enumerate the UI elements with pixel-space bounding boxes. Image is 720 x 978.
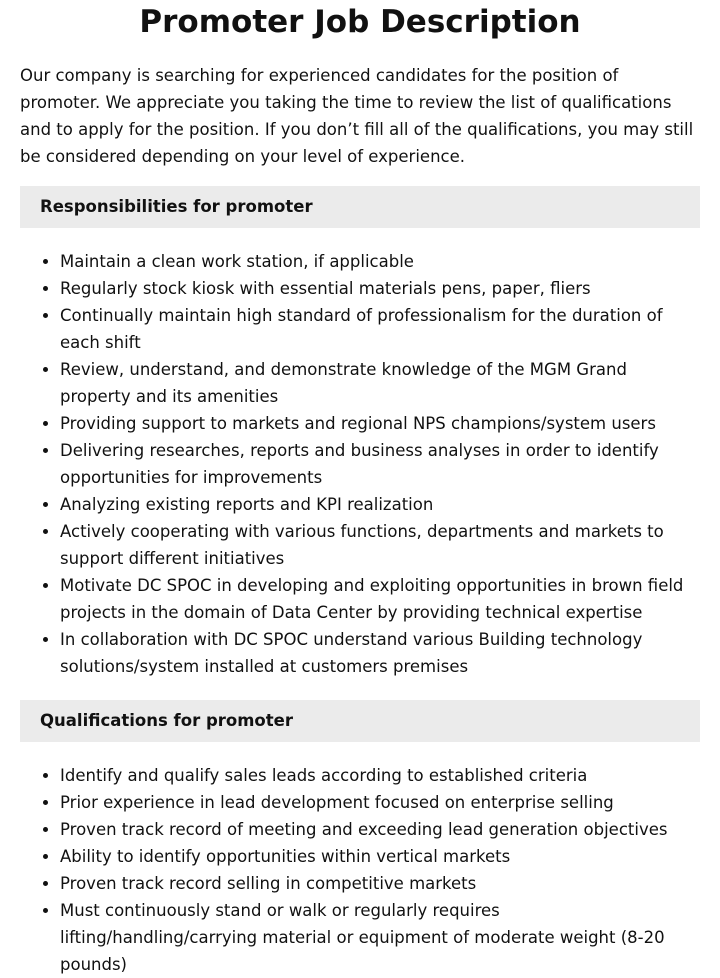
list-item: • Regularly stock kiosk with essential materials pens, paper, fliers: [60, 275, 700, 302]
list-item: • Motivate DC SPOC in developing and exploiting opportunities in brown field projects in the domain of Data Center by providing technical expertise: [60, 572, 700, 626]
list-item: • Review, understand, and demonstrate knowledge of the MGM Grand property and its amenities: [60, 356, 700, 410]
qualifications-list: [20, 762, 700, 978]
page-title: Promoter Job Description: [139, 4, 581, 40]
list-item: • Delivering researches, reports and business analyses in order to identify opportunities for improvements: [60, 437, 700, 491]
list-item: • Proven track record selling in competitive markets: [60, 870, 700, 897]
list-item: • Identify and qualify sales leads according to established criteria: [60, 762, 700, 789]
list-item: • In collaboration with DC SPOC understand various Building technology solutions/system installed at customers premises: [60, 626, 700, 680]
list-item: • Ability to identify opportunities within vertical markets: [60, 843, 700, 870]
responsibilities-list: [20, 248, 700, 680]
list-item: • Continually maintain high standard of professionalism for the duration of each shift: [60, 302, 700, 356]
intro-paragraph: Our company is searching for experienced candidates for the position of promoter. We appreciate you taking the time to review the list of qualifications and to apply for the position. If you don’t fill all of the qualifications, you may still be considered depending on your level of experience.: [20, 66, 694, 166]
responsibilities-heading: Responsibilities for promoter: [20, 186, 700, 228]
list-item: • Maintain a clean work station, if applicable: [60, 248, 700, 275]
list-item: • Proven track record of meeting and exceeding lead generation objectives: [60, 816, 700, 843]
list-item: • Prior experience in lead development focused on enterprise selling: [60, 789, 700, 816]
list-item: • Must continuously stand or walk or regularly requires lifting/handling/carrying material or equipment of moderate weight (8-20 pounds): [60, 897, 700, 978]
list-item: • Actively cooperating with various functions, departments and markets to support different initiatives: [60, 518, 700, 572]
list-item: • Analyzing existing reports and KPI realization: [60, 491, 700, 518]
qualifications-heading: Qualifications for promoter: [20, 700, 700, 742]
list-item: • Providing support to markets and regional NPS champions/system users: [60, 410, 700, 437]
